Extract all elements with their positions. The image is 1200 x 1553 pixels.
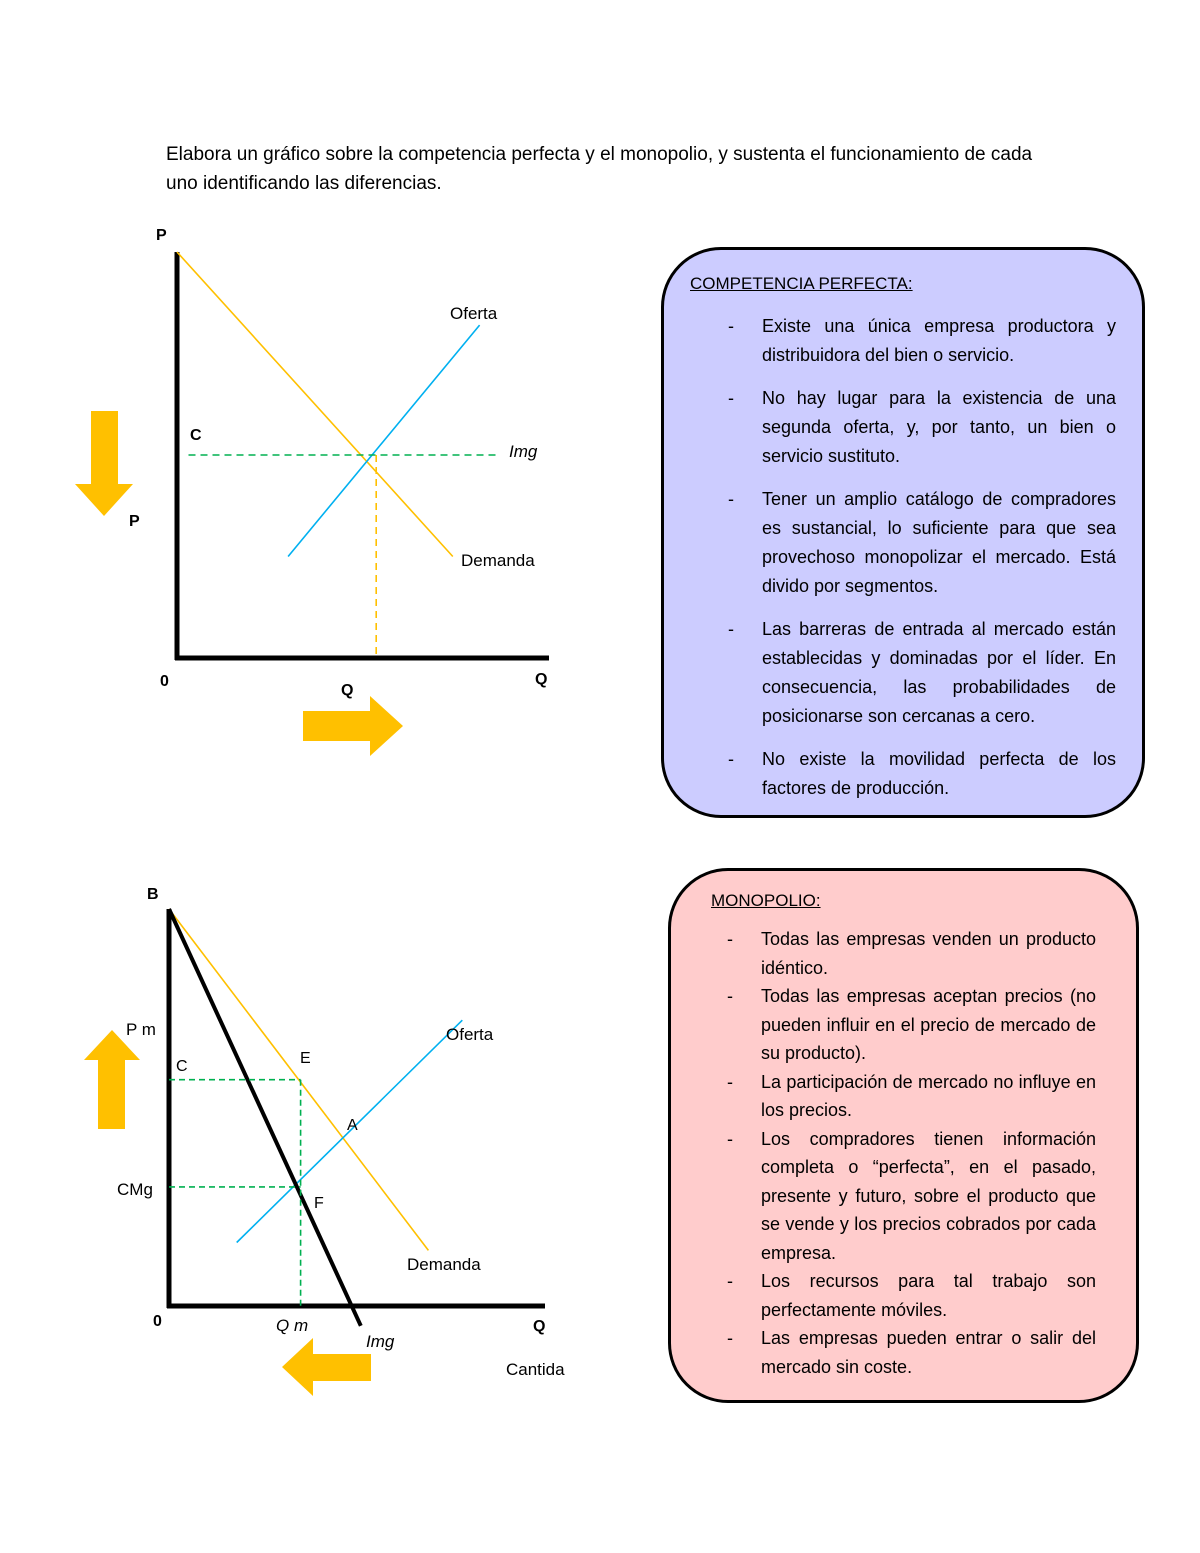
instructions-text: Elabora un gráfico sobre la competencia perfecta y el monopolio, y sustenta el funcionamiento de cada uno identificando las diferencias. (166, 144, 1033, 194)
chart-perfecta (75, 227, 549, 756)
chart2-point-a-label: A (347, 1117, 358, 1134)
chart2-origin-label: 0 (153, 1313, 162, 1330)
chart1-supply-label: Oferta (450, 304, 498, 323)
chart2-point-e-label: E (300, 1050, 311, 1067)
chart2-point-f-label: F (314, 1195, 324, 1212)
chart-monopolio (84, 886, 565, 1396)
list-item: - Los compradores tienen información completa o “perfecta”, en el pasado, presente y futuro, sobre el producto que se vende y los precios cobrados por cada empresa. (727, 1128, 1096, 1263)
chart2-x-axis-label: Q (533, 1318, 546, 1335)
down-arrow-icon (75, 411, 133, 516)
list-item: - Todas las empresas aceptan precios (no pueden influir en el precio de mercado de su producto). (727, 986, 1096, 1063)
chart1-price-label: P (129, 513, 140, 530)
chart2-point-c-label: C (176, 1058, 188, 1075)
chart2-pm-label: P m (126, 1020, 156, 1039)
chart1-img-label: Img (509, 442, 538, 461)
list-item: - Las barreras de entrada al mercado están establecidas y dominadas por el líder. En consecuencia, las probabilidades de posicionarse son cercanas a cero. (728, 619, 1116, 726)
right-arrow-icon (303, 696, 403, 756)
list-item: - La participación de mercado no influye en los precios. (727, 1071, 1096, 1120)
perfecta-title: COMPETENCIA PERFECTA: (690, 274, 913, 293)
list-item: - Todas las empresas venden un producto idéntico. (727, 929, 1096, 978)
perfecta-list (690, 312, 1116, 803)
left-arrow-icon (282, 1338, 371, 1396)
chart1-x-axis-label: Q (535, 671, 548, 688)
chart1-demand-label: Demanda (461, 551, 535, 570)
perfecta-box (661, 247, 1145, 818)
list-item: - Los recursos para tal trabajo son perfectamente móviles. (727, 1271, 1096, 1320)
list-item: - No existe la movilidad perfecta de los factores de producción. (728, 749, 1116, 798)
up-arrow-icon (84, 1030, 140, 1129)
monopolio-list (711, 925, 1096, 1381)
monopolio-box (668, 868, 1139, 1403)
chart1-demand-line (177, 252, 453, 557)
chart2-x-title: Cantida (506, 1360, 565, 1379)
chart2-img-line (169, 909, 361, 1326)
chart2-cmg-label: CMg (117, 1180, 153, 1199)
monopolio-title: MONOPOLIO: (711, 891, 821, 910)
chart1-origin-label: 0 (160, 673, 169, 690)
chart2-supply-label: Oferta (446, 1025, 494, 1044)
chart2-img-label: Img (366, 1332, 395, 1351)
chart2-qm-label: Q m (276, 1316, 309, 1335)
chart1-y-axis-label: P (156, 227, 167, 244)
chart2-demand-label: Demanda (407, 1255, 481, 1274)
list-item: - Tener un amplio catálogo de compradores es sustancial, lo suficiente para que sea provechoso monopolizar el mercado. Está divido por segmentos. (728, 489, 1116, 596)
chart1-quantity-label: Q (341, 682, 354, 699)
chart1-point-c-label: C (190, 427, 202, 444)
list-item: - Existe una única empresa productora y distribuidora del bien o servicio. (728, 316, 1116, 365)
chart2-demand-line (169, 909, 428, 1250)
chart2-y-axis-label: B (147, 886, 159, 903)
list-item: - Las empresas pueden entrar o salir del mercado sin coste. (727, 1328, 1096, 1377)
chart1-supply-line (288, 325, 480, 556)
list-item: - No hay lugar para la existencia de una segunda oferta, y, por tanto, un bien o servicio sustituto. (728, 388, 1116, 466)
